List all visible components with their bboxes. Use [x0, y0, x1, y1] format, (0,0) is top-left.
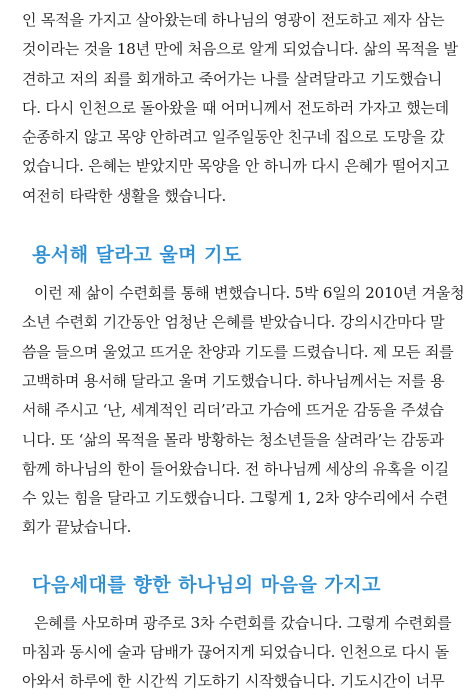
paragraph-testimony-intro — [22, 6, 458, 211]
paragraph-next-generation — [22, 609, 452, 697]
paragraph-line: 소년 수련회 기간동안 엄청난 은혜를 받았습니다. 강의시간마다 말 — [22, 313, 445, 332]
paragraph-line: 것이라는 것을 18년 만에 처음으로 알게 되었습니다. 삶의 목적을 발 — [22, 40, 458, 59]
paragraph-line: 아와서 하루에 한 시간씩 기도하기 시작했습니다. 기도시간이 너무 — [22, 672, 445, 691]
paragraph-line: 다. 다시 인천으로 돌아왔을 때 어머니께서 전도하러 가자고 했는데 — [22, 98, 449, 117]
paragraph-line: 함께 하나님의 한이 들어왔습니다. 전 하나님께 세상의 유혹을 이길 — [22, 459, 449, 478]
paragraph-line: 여전히 타락한 생활을 했습니다. — [22, 186, 227, 205]
section-heading: 용서해 달라고 울며 기도 — [32, 244, 242, 267]
paragraph-line: 은혜를 사모하며 광주로 3차 수련회를 갔습니다. 그렇게 수련회를 — [34, 613, 452, 632]
paragraph-line: 마침과 동시에 술과 담배가 끊어지게 되었습니다. 인천으로 다시 돌 — [22, 643, 449, 662]
paragraph-line: 회가 끝났습니다. — [22, 518, 132, 537]
paragraph-line: 순종하지 않고 목양 안하려고 일주일동안 친구네 집으로 도망을 갔 — [22, 128, 445, 147]
paragraph-line: 니다. 또 ‘삶의 목적을 몰라 방황하는 청소년들을 살려라’는 감동과 — [22, 430, 444, 449]
paragraph-line: 견하고 저의 죄를 회개하고 죽어가는 나를 살려달라고 기도했습니 — [22, 69, 442, 88]
paragraph-line: 서해 주시고 ‘난, 세계적인 리더’라고 가슴에 뜨거운 감동을 주셨습 — [22, 401, 444, 420]
paragraph-line: 인 목적을 가지고 살아왔는데 하나님의 영광이 전도하고 제자 삼는 — [22, 11, 445, 29]
paragraph-line: 씀을 들으며 울었고 뜨거운 찬양과 기도를 드렸습니다. 제 모든 죄를 — [22, 342, 454, 361]
document-page — [0, 6, 470, 691]
paragraph-line: 이런 제 삶이 수련회를 통해 변했습니다. 5박 6일의 2010년 겨울청 — [34, 284, 465, 303]
paragraph-line: 고백하며 용서해 달라고 울며 기도했습니다. 하나님께서는 저를 용 — [22, 371, 445, 390]
section-heading: 다음세대를 향한 하나님의 마음을 가지고 — [32, 573, 381, 596]
paragraph-retreat — [22, 279, 465, 543]
paragraph-line: 었습니다. 은혜는 받았지만 목양을 안 하니까 다시 은혜가 떨어지고 — [22, 157, 449, 176]
paragraph-line: 수 있는 힘을 달라고 기도했습니다. 그렇게 1, 2차 양수리에서 수련 — [22, 489, 449, 508]
